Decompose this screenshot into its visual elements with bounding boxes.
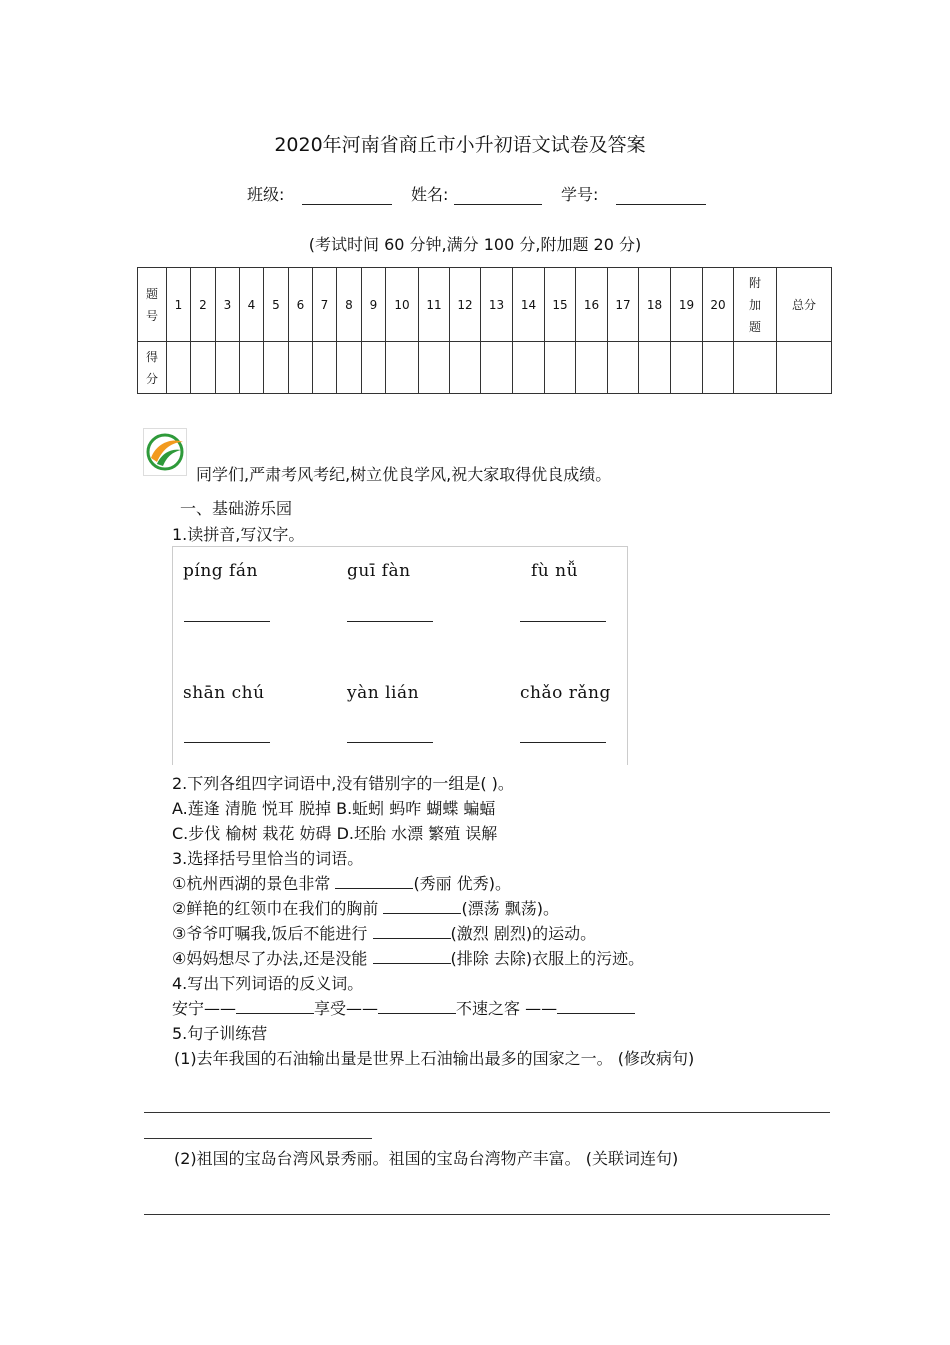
q5-sentence-2: (2)祖国的宝岛台湾风景秀丽。祖国的宝岛台湾物产丰富。 (关联词连句) [174,1149,679,1168]
answer-blank-4[interactable] [184,742,270,743]
q3-blank-3[interactable] [373,922,451,939]
score-cell[interactable] [419,342,450,394]
score-cell[interactable] [313,342,337,394]
col-17: 17 [608,268,639,342]
col-15: 15 [545,268,576,342]
exam-note: (考试时间 60 分钟,满分 100 分,附加题 20 分) [308,235,642,254]
q3-blank-2[interactable] [383,897,461,914]
score-cell[interactable] [167,342,191,394]
q1-title: 1.读拼音,写汉字。 [172,525,305,544]
answer-blank-5[interactable] [347,742,433,743]
score-cell[interactable] [362,342,386,394]
id-blank[interactable] [616,186,706,205]
q3-item-3: ③爷爷叮嘱我,饭后不能进行 (激烈 剧烈)的运动。 [172,924,597,943]
q2-options-ab: A.莲逢 清脆 悦耳 脱掉 B.蚯蚓 蚂咋 蝴蝶 蝙蝠 [172,799,496,818]
col-19: 19 [671,268,703,342]
score-cell[interactable] [450,342,481,394]
score-header: 得 分 [138,342,167,394]
q5-sentence-1: (1)去年我国的石油输出量是世界上石油输出最多的国家之一。 (修改病句) [174,1049,695,1068]
col-2: 2 [191,268,216,342]
pinyin-1: píng fán [183,561,258,581]
q4-blank-1[interactable] [236,997,314,1014]
q4-blank-2[interactable] [378,997,456,1014]
name-field [411,182,542,205]
score-cell[interactable] [513,342,545,394]
score-cell[interactable] [289,342,313,394]
score-table [137,267,832,394]
q4-words: 安宁—— 享受—— 不速之客 —— [172,996,635,1019]
q3-title: 3.选择括号里恰当的词语。 [172,849,364,868]
col-13: 13 [481,268,513,342]
q4-blank-3[interactable] [557,997,635,1014]
class-blank[interactable] [302,186,392,205]
id-label: 学号: [561,185,599,204]
col-8: 8 [337,268,362,342]
col-3: 3 [216,268,240,342]
school-logo-icon [143,428,187,476]
score-cell[interactable] [191,342,216,394]
col-4: 4 [240,268,264,342]
score-cell[interactable] [216,342,240,394]
score-row [138,342,832,394]
total-header: 总分 [777,268,832,342]
q3-item-2: ②鲜艳的红领巾在我们的胸前 (漂荡 飘荡)。 [172,899,560,918]
score-cell[interactable] [337,342,362,394]
score-cell[interactable] [734,342,777,394]
pinyin-2: guī fàn [347,561,411,581]
col-14: 14 [513,268,545,342]
col-1: 1 [167,268,191,342]
q5-answer-line-1b[interactable] [144,1138,372,1139]
question-number-header: 题 号 [138,268,167,342]
answer-blank-1[interactable] [184,621,270,622]
id-field [561,182,706,205]
extra-question-header: 附 加 题 [734,268,777,342]
score-cell[interactable] [545,342,576,394]
pinyin-3: fù nǚ [531,561,579,581]
col-11: 11 [419,268,450,342]
score-cell[interactable] [264,342,289,394]
name-label: 姓名: [411,185,449,204]
q3-blank-1[interactable] [335,872,413,889]
q2-title: 2.下列各组四字词语中,没有错别字的一组是( )。 [172,774,514,793]
q5-answer-line-2[interactable] [144,1214,830,1215]
name-blank[interactable] [454,186,542,205]
page-title: 2020年河南省商丘市小升初语文试卷及答案 [274,134,646,156]
pinyin-6: chǎo rǎng [520,683,611,703]
score-cell[interactable] [777,342,832,394]
score-cell[interactable] [608,342,639,394]
col-16: 16 [576,268,608,342]
q4-title: 4.写出下列词语的反义词。 [172,974,364,993]
score-cell[interactable] [240,342,264,394]
class-field [247,182,392,205]
score-cell[interactable] [703,342,734,394]
section-heading: 一、基础游乐园 [180,499,293,518]
q2-options-cd: C.步伐 榆树 栽花 妨碍 D.坯胎 水漂 繁殖 误解 [172,824,498,843]
q3-blank-4[interactable] [373,947,451,964]
q3-item-4: ④妈妈想尽了办法,还是没能 (排除 去除)衣服上的污迹。 [172,949,645,968]
answer-blank-6[interactable] [520,742,606,743]
col-6: 6 [289,268,313,342]
pinyin-box [172,546,628,765]
pinyin-5: yàn lián [347,683,420,703]
class-label: 班级: [247,185,285,204]
q5-answer-line-1[interactable] [144,1112,830,1113]
score-cell[interactable] [481,342,513,394]
pinyin-4: shān chú [183,683,265,703]
answer-blank-3[interactable] [520,621,606,622]
answer-blank-2[interactable] [347,621,433,622]
col-12: 12 [450,268,481,342]
header-row [138,268,832,342]
col-7: 7 [313,268,337,342]
col-20: 20 [703,268,734,342]
greeting-text: 同学们,严肃考风考纪,树立优良学风,祝大家取得优良成绩。 [196,465,612,484]
score-cell[interactable] [386,342,419,394]
col-10: 10 [386,268,419,342]
col-9: 9 [362,268,386,342]
col-5: 5 [264,268,289,342]
q3-item-1: ①杭州西湖的景色非常 (秀丽 优秀)。 [172,874,512,893]
score-cell[interactable] [671,342,703,394]
score-cell[interactable] [639,342,671,394]
score-cell[interactable] [576,342,608,394]
q5-title: 5.句子训练营 [172,1024,268,1043]
col-18: 18 [639,268,671,342]
